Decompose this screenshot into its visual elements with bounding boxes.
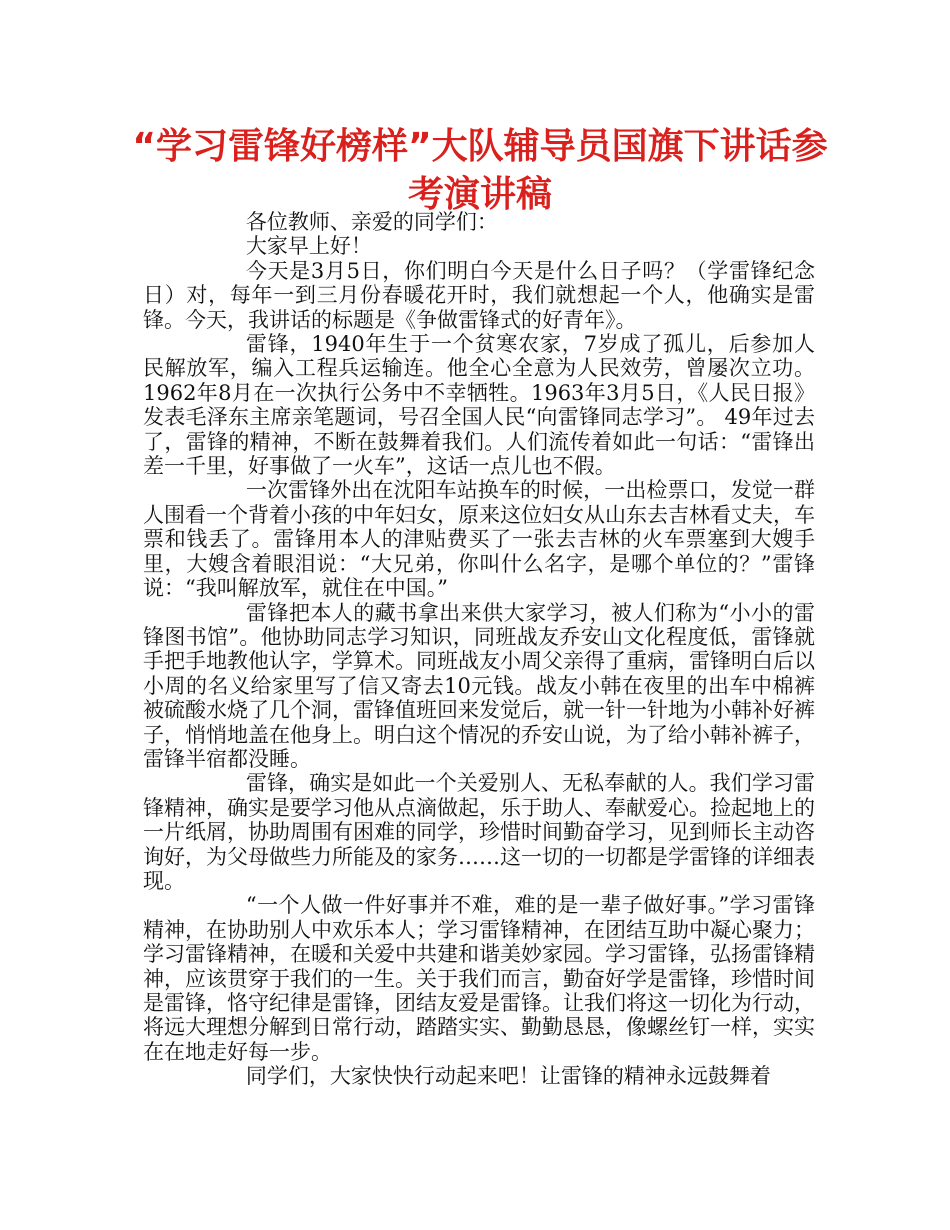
paragraph-good-morning: 大家早上好！ [245,234,372,259]
paragraph-quote: “一个人做一件好事并不难，难的是一辈子做好事。”学习雷锋精神，在协助别人中欢乐本人；学习雷锋精神，在团结互助中凝心聚力；学习雷锋精神，在暖和关爱中共建和谐美妙家园。学习雷锋，弘扬雷锋精神，应该贯穿于我们的一生。关于我们而言，勤奋好学是雷锋，珍惜时间是雷锋，恪守纪律是雷锋，团结友爱是雷锋。让我们将这一切化为行动，将远大理想分解到日常行动，踏踏实实、勤勤恳恳，像螺丝钉一样，实实在在地走好每一步。 [143,893,815,1064]
paragraph-spirit: 雷锋，确实是如此一个关爱别人、无私奉献的人。我们学习雷锋精神，确实是要学习他从点滴做起，乐于助人、奉献爱心。捡起地上的一片纸屑，协助周围有困难的同学，珍惜时间勤奋学习，见到师长主动咨询好，为父母做些力所能及的家务……这一切的一切都是学雷锋的详细表现。 [143,771,815,893]
paragraph-greeting: 各位教师、亲爱的同学们： [245,210,498,234]
paragraph-closing: 同学们，大家快快行动起来吧！让雷锋的精神永远鼓舞着 [245,1064,771,1089]
document-body [143,210,815,1089]
document-title: “学习雷锋好榜样”大队辅导员国旗下讲话参考演讲稿 [132,126,828,215]
paragraph-train-story: 一次雷锋外出在沈阳车站换车的时候，一出检票口，发觉一群人围看一个背着小孩的中年妇女，原来这位妇女从山东去吉林看丈夫，车票和钱丢了。雷锋用本人的津贴费买了一张去吉林的火车票塞到大嫂手里，大嫂含着眼泪说：“大兄弟，你叫什么名字，是哪个单位的？”雷锋说：“我叫解放军，就住在中国。” [143,478,815,601]
paragraph-biography: 雷锋，1940年生于一个贫寒农家，7岁成了孤儿，后参加人民解放军，编入工程兵运输连。他全心全意为人民效劳，曾屡次立功。1962年8月在一次执行公务中不幸牺牲。1963年3月5日，《人民日报》发表毛泽东主席亲笔题词，号召全国人民“向雷锋同志学习”。 49年过去了，雷锋的精神，不断在鼓舞着我们。人们流传着如此一句话：“雷锋出差一千里，好事做了一火车”，这话一点儿也不假。 [143,332,815,479]
paragraph-library-story: 雷锋把本人的藏书拿出来供大家学习，被人们称为“小小的雷锋图书馆”。他协助同志学习知识，同班战友乔安山文化程度低，雷锋就手把手地教他认字，学算术。同班战友小周父亲得了重病，雷锋明白后以小周的名义给家里写了信又寄去10元钱。战友小韩在夜里的出车中棉裤被硫酸水烧了几个洞，雷锋值班回来发觉后，就一针一针地为小韩补好裤子，悄悄地盖在他身上。明白这个情况的乔安山说，为了给小韩补裤子，雷锋半宿都没睡。 [143,600,815,771]
paragraph-intro: 今天是3月5日，你们明白今天是什么日子吗？（学雷锋纪念日）对，每年一到三月份春暖花开时，我们就想起一个人，他确实是雷锋。今天，我讲话的标题是《争做雷锋式的好青年》。 [143,258,815,332]
